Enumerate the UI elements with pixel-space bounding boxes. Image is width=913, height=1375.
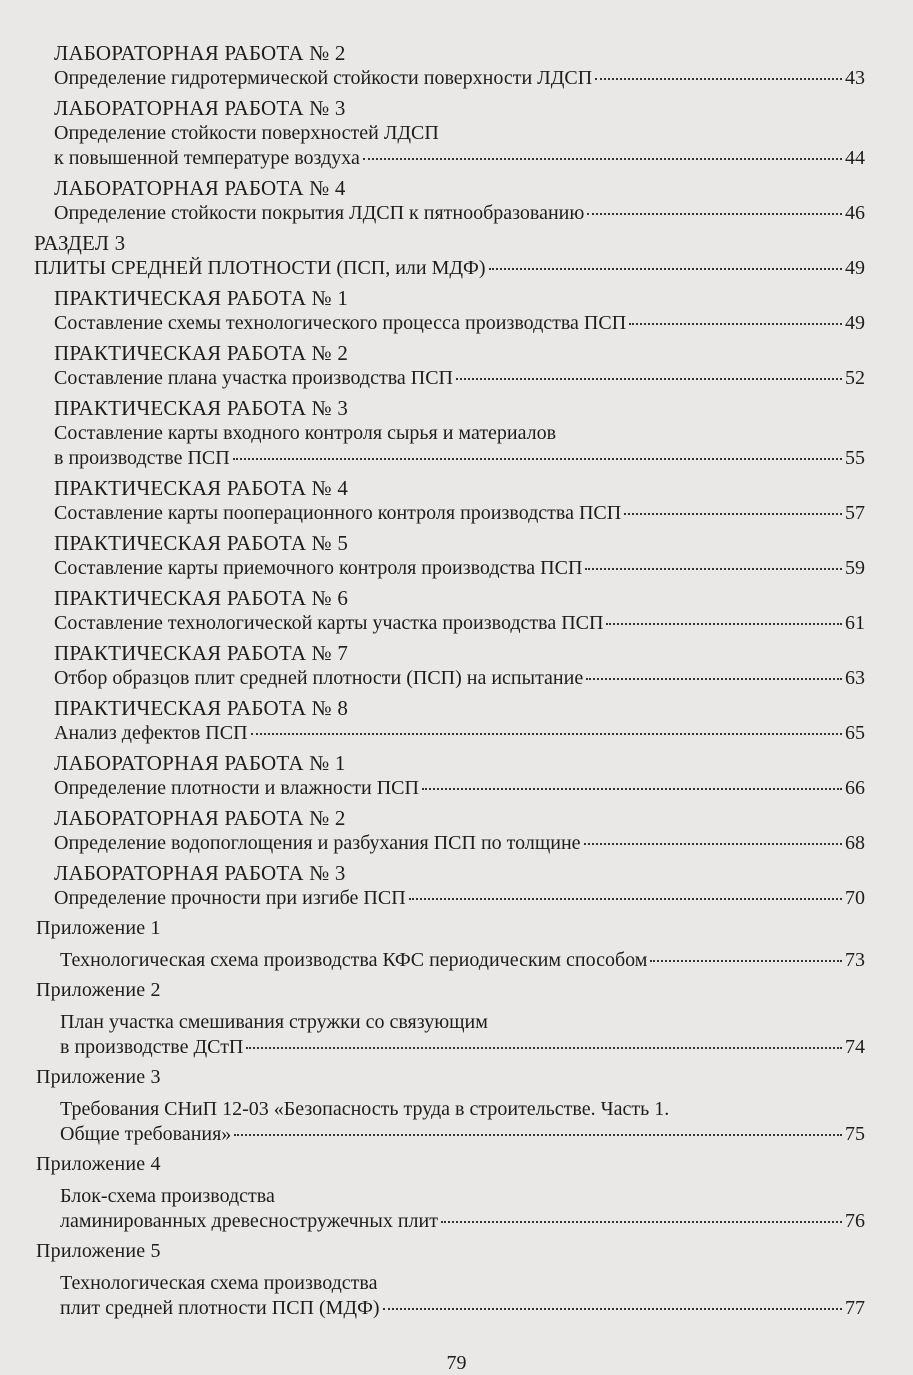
toc-entry-heading: ПРАКТИЧЕСКАЯ РАБОТА № 8 <box>54 696 349 720</box>
toc-entry-page-number: 70 <box>845 887 865 909</box>
dot-leader <box>422 787 842 790</box>
toc-entry-page-number: 59 <box>845 557 865 579</box>
toc-entry-title-text: Требования СНиП 12-03 «Безопасность труда в строительстве. Часть 1. <box>60 1098 670 1120</box>
dot-leader <box>233 457 842 460</box>
toc-entry-page-number: 61 <box>845 612 865 634</box>
toc-entry <box>0 395 913 471</box>
toc-entry <box>0 1151 913 1234</box>
toc-entry <box>0 1238 913 1321</box>
toc-entry-title-text: ПЛИТЫ СРЕДНЕЙ ПЛОТНОСТИ (ПСП, или МДФ) <box>34 257 486 279</box>
toc-entry-heading: РАЗДЕЛ 3 <box>34 231 126 255</box>
dot-leader <box>585 567 842 570</box>
dot-leader <box>595 77 842 80</box>
dot-leader <box>489 267 843 270</box>
toc-entry-title-line <box>0 1122 913 1147</box>
toc-entry-title-text: Составление схемы технологического процесса производства ПСП <box>54 312 627 334</box>
toc-entry-heading: ЛАБОРАТОРНАЯ РАБОТА № 2 <box>54 806 346 830</box>
toc-entry-title-text: в производстве ПСП <box>54 447 230 469</box>
dot-leader <box>587 212 842 215</box>
toc-entry <box>0 340 913 391</box>
toc-entry-title-text: Составление карты входного контроля сырья и материалов <box>54 422 557 444</box>
toc-entry-title-line <box>0 831 913 856</box>
toc-entry-heading: ПРАКТИЧЕСКАЯ РАБОТА № 6 <box>54 586 349 610</box>
toc-entry-heading: ПРАКТИЧЕСКАЯ РАБОТА № 3 <box>54 396 349 420</box>
toc-entry-page-number: 44 <box>845 147 865 169</box>
toc-entry <box>0 640 913 691</box>
toc-entry-title-line <box>0 201 913 226</box>
toc-entry-title-text: Составление карты пооперационного контроля производства ПСП <box>54 502 622 524</box>
toc-entry-title-text: Блок-схема производства <box>60 1185 275 1207</box>
toc-entry <box>0 1064 913 1147</box>
toc-entry-title-line <box>0 1097 913 1122</box>
toc-entry-heading: Приложение 5 <box>36 1240 161 1262</box>
toc-entry-title-line <box>0 1296 913 1321</box>
toc-entry-title-text: Технологическая схема производства <box>60 1272 378 1294</box>
toc-entry-title-text: Определение стойкости покрытия ЛДСП к пятнообразованию <box>54 202 585 224</box>
dot-leader <box>409 897 842 900</box>
dot-leader <box>650 959 842 962</box>
toc-entry <box>0 40 913 91</box>
toc-entry-title-line <box>0 776 913 801</box>
toc-entry-page-number: 76 <box>845 1210 865 1232</box>
toc-entry-title-text: Составление плана участка производства ПСП <box>54 367 453 389</box>
dot-leader <box>629 322 842 325</box>
toc-entry-title-text: Определение стойкости поверхностей ЛДСП <box>54 122 439 144</box>
toc-entry-heading: ПРАКТИЧЕСКАЯ РАБОТА № 2 <box>54 341 349 365</box>
toc-entry <box>0 860 913 911</box>
toc-entry <box>0 230 913 281</box>
toc-entry-title-line <box>0 721 913 746</box>
toc-entry-title-text: к повышенной температуре воздуха <box>54 147 360 169</box>
toc-entry-title-line <box>0 948 913 973</box>
toc-entry-title-line <box>0 366 913 391</box>
toc-entry-heading: ПРАКТИЧЕСКАЯ РАБОТА № 4 <box>54 476 349 500</box>
toc-entry-heading: Приложение 1 <box>36 917 161 939</box>
toc-entry-title-text: Составление технологической карты участка производства ПСП <box>54 612 604 634</box>
toc-entry <box>0 530 913 581</box>
toc-entry-title-text: Определение гидротермической стойкости поверхности ЛДСП <box>54 67 593 89</box>
toc-entry-title-line <box>0 1184 913 1209</box>
toc-entry <box>0 750 913 801</box>
toc-entry <box>0 175 913 226</box>
dot-leader <box>624 512 842 515</box>
toc-entry <box>0 285 913 336</box>
toc-entry-title-line <box>0 146 913 171</box>
toc-entry-heading: Приложение 4 <box>36 1153 161 1175</box>
toc-entry-heading: ПРАКТИЧЕСКАЯ РАБОТА № 5 <box>54 531 349 555</box>
toc-entry-heading: Приложение 2 <box>36 979 161 1001</box>
dot-leader <box>363 157 842 160</box>
toc-entry-title-text: Отбор образцов плит средней плотности (ПСП) на испытание <box>54 667 584 689</box>
toc-entry-title-text: Определение плотности и влажности ПСП <box>54 777 419 799</box>
toc-entry-title-line <box>0 611 913 636</box>
toc-entry-title-line <box>0 1271 913 1296</box>
page-number: 79 <box>446 1352 467 1374</box>
dot-leader <box>441 1220 842 1223</box>
toc-entry-title-line <box>0 501 913 526</box>
dot-leader <box>246 1046 842 1049</box>
toc-entry-page-number: 75 <box>845 1123 865 1145</box>
toc-entry-title-line <box>0 121 913 146</box>
toc-entry-title-line <box>0 256 913 281</box>
toc-entry-page-number: 65 <box>845 722 865 744</box>
dot-leader <box>584 842 842 845</box>
toc-entry-title-line <box>0 666 913 691</box>
toc-entry-page-number: 73 <box>845 949 865 971</box>
toc-entry-title-text: Общие требования» <box>60 1123 232 1145</box>
toc-entry <box>0 475 913 526</box>
toc-entry-heading: Приложение 3 <box>36 1066 161 1088</box>
toc-entry-title-line <box>0 311 913 336</box>
toc-entry-heading: ЛАБОРАТОРНАЯ РАБОТА № 4 <box>54 176 346 200</box>
toc-entry-heading: ЛАБОРАТОРНАЯ РАБОТА № 3 <box>54 861 346 885</box>
toc-entry-title-text: плит средней плотности ПСП (МДФ) <box>60 1297 380 1319</box>
toc-entry <box>0 977 913 1060</box>
dot-leader <box>383 1307 842 1310</box>
toc-entry-page-number: 46 <box>845 202 865 224</box>
toc-entry-heading: ЛАБОРАТОРНАЯ РАБОТА № 2 <box>54 41 346 65</box>
toc-entry-page-number: 63 <box>845 667 865 689</box>
toc-entry-heading: ЛАБОРАТОРНАЯ РАБОТА № 1 <box>54 751 346 775</box>
toc-entry-title-line <box>0 886 913 911</box>
dot-leader <box>456 377 842 380</box>
toc-entry-title-line <box>0 556 913 581</box>
toc-entry-title-text: Составление карты приемочного контроля производства ПСП <box>54 557 583 579</box>
toc-entry <box>0 95 913 171</box>
toc-entry-page-number: 57 <box>845 502 865 524</box>
toc-entry-page-number: 49 <box>845 257 865 279</box>
toc-entry-title-line <box>0 1010 913 1035</box>
toc-entry-title-text: Определение прочности при изгибе ПСП <box>54 887 406 909</box>
dot-leader <box>251 732 842 735</box>
toc-entry-page-number: 74 <box>845 1036 865 1058</box>
toc-entry-title-text: ламинированных древесностружечных плит <box>60 1210 438 1232</box>
toc-entry-page-number: 52 <box>845 367 865 389</box>
toc-entry-page-number: 55 <box>845 447 865 469</box>
dot-leader <box>234 1133 842 1136</box>
toc-entry <box>0 805 913 856</box>
toc-entry-title-line <box>0 66 913 91</box>
toc-entry-title-line <box>0 421 913 446</box>
toc-entry <box>0 695 913 746</box>
toc-entry-page-number: 49 <box>845 312 865 334</box>
toc-entry-heading: ЛАБОРАТОРНАЯ РАБОТА № 3 <box>54 96 346 120</box>
table-of-contents <box>0 40 913 1321</box>
toc-entry-title-text: Технологическая схема производства КФС периодическим способом <box>60 949 648 971</box>
toc-entry <box>0 915 913 973</box>
toc-entry-page-number: 77 <box>845 1297 865 1319</box>
toc-entry-page-number: 66 <box>845 777 865 799</box>
toc-entry-title-text: в производстве ДСтП <box>60 1036 244 1058</box>
toc-entry-heading: ПРАКТИЧЕСКАЯ РАБОТА № 7 <box>54 641 349 665</box>
toc-entry-title-line <box>0 446 913 471</box>
dot-leader <box>586 677 842 680</box>
toc-entry-title-text: Анализ дефектов ПСП <box>54 722 248 744</box>
dot-leader <box>606 622 842 625</box>
toc-entry-page-number: 43 <box>845 67 865 89</box>
toc-entry-page-number: 68 <box>845 832 865 854</box>
toc-entry-title-line <box>0 1035 913 1060</box>
toc-entry-heading: ПРАКТИЧЕСКАЯ РАБОТА № 1 <box>54 286 349 310</box>
toc-entry-title-line <box>0 1209 913 1234</box>
toc-entry <box>0 585 913 636</box>
toc-entry-title-text: Определение водопоглощения и разбухания ПСП по толщине <box>54 832 581 854</box>
toc-entry-title-text: План участка смешивания стружки со связующим <box>60 1011 488 1033</box>
